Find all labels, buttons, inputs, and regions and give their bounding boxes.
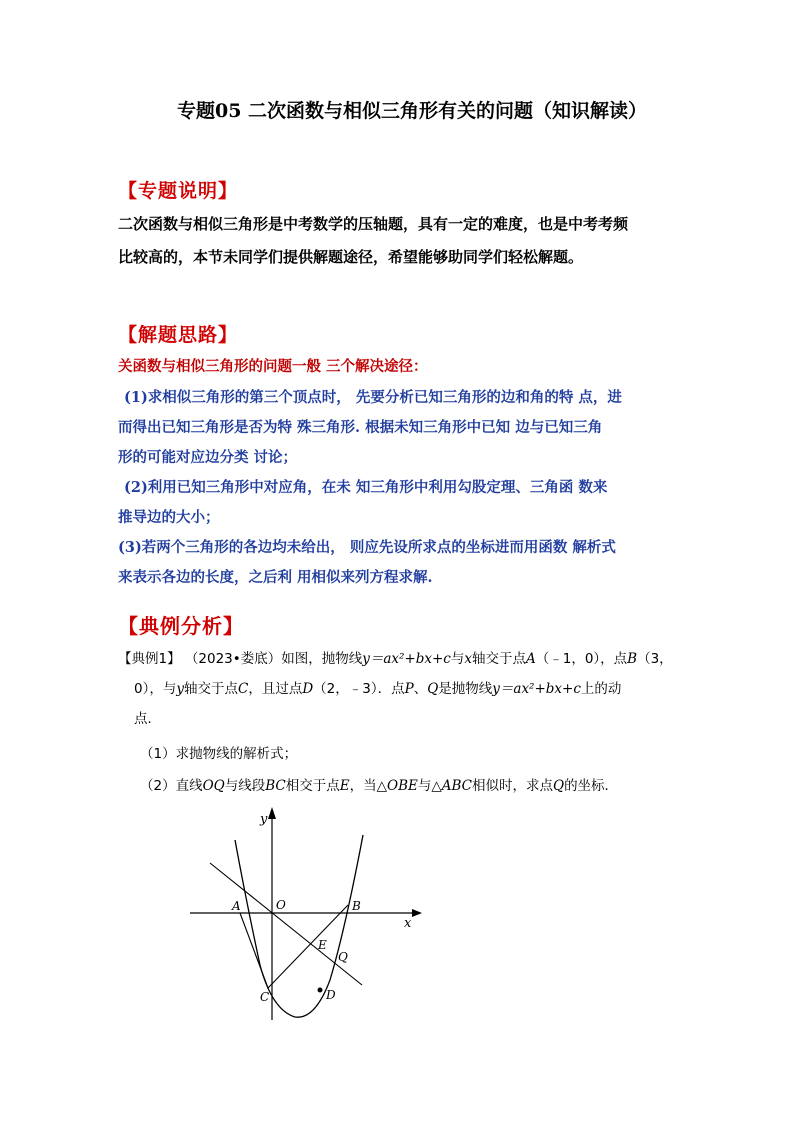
intro-line-1: 二次函数与相似三角形是中考数学的压轴题，具有一定的难度，也是中考考频 [118, 215, 629, 233]
point-b-ref: B [627, 651, 638, 667]
y-axis-arrow [268, 807, 276, 819]
point-d-ref: D [302, 681, 314, 697]
example-1 [118, 644, 698, 734]
approach-item-3b: 来表示各边的长度，之后利 用相似来列方程求解. [118, 569, 433, 586]
segment-bc [268, 905, 348, 988]
example-text: 轴交于点 [471, 651, 526, 667]
example-line-1 [118, 644, 698, 674]
formula-2: y＝ax²+bx+c [492, 681, 581, 697]
point-p-ref: P [404, 681, 414, 697]
approach-item-3a: (3)若两个三角形的各边均未给出， 则应先设所求点的坐标进而用函数 解析式 [118, 539, 616, 556]
q2-text: 相交于点 [285, 778, 340, 794]
label-e: E [318, 938, 327, 952]
var-x: x [464, 651, 472, 667]
point-d-dot [318, 988, 323, 993]
q2-text: 与线段 [224, 778, 266, 794]
example-text: 上的动 [580, 681, 622, 697]
segment-ac [240, 913, 268, 988]
point-c-ref: C [237, 681, 249, 697]
example-text: （3， [637, 651, 673, 667]
example-line-2 [118, 674, 698, 704]
approach-item-2b: 推导边的大小； [118, 509, 220, 526]
example-source: （2023•娄底） [184, 651, 282, 667]
q2-text: 相似时，求点 [471, 778, 553, 794]
formula-1: y＝ax²+bx+c [362, 651, 451, 667]
label-o: O [276, 898, 286, 912]
example-text: 与 [450, 651, 465, 667]
intro-heading: 【专题说明】 [118, 180, 239, 202]
point-a-ref: A [525, 651, 536, 667]
q2-bc: BC [265, 778, 286, 794]
label-b: B [352, 899, 361, 913]
point-q-ref: Q [427, 681, 439, 697]
example-tag: 【典例1】 [118, 651, 181, 667]
q2-abc: ABC [441, 778, 472, 794]
q2-q: Q [552, 778, 565, 794]
approach-heading: 【解题思路】 [118, 324, 239, 346]
q2-e: E [339, 778, 350, 794]
page-title: 专题05 二次函数与相似三角形有关的问题（知识解读） [176, 100, 648, 122]
example-heading: 【典例分析】 [118, 614, 244, 638]
var-y: y [176, 681, 184, 697]
q2-oq: OQ [202, 778, 225, 794]
q2-text: （2）直线 [140, 778, 203, 794]
parabola-curve [235, 835, 363, 1017]
approach-list [118, 383, 689, 593]
parabola-figure [180, 805, 430, 1035]
line-oq [210, 863, 362, 985]
question-1: （1）求抛物线的解析式； [140, 746, 298, 762]
approach-item-1c: 形的可能对应边分类 讨论； [118, 449, 298, 466]
label-a: A [232, 899, 241, 913]
approach-item-2a: (2)利用已知三角形中对应角，在未 知三角形中利用勾股定理、三角函 数来 [124, 479, 608, 496]
example-text: （﹣1，0），点 [535, 651, 628, 667]
example-text: 轴交于点 [183, 681, 238, 697]
example-text: 是抛物线 [438, 681, 493, 697]
example-text: 、 [413, 681, 428, 697]
q2-obe: OBE [387, 778, 418, 794]
example-text: 0），与 [134, 681, 177, 697]
label-d: D [326, 988, 336, 1002]
label-c: C [260, 990, 270, 1004]
approach-item-1a: (1)求相似三角形的第三个顶点时， 先要分析已知三角形的边和角的特 点，进 [124, 389, 622, 406]
label-q: Q [338, 950, 348, 964]
intro-paragraph [118, 208, 683, 274]
example-text: 如图，抛物线 [281, 651, 363, 667]
label-x: x [404, 916, 412, 931]
x-axis-arrow [412, 909, 422, 917]
q2-text: 的坐标． [564, 778, 619, 794]
example-line-3: 点． [134, 711, 161, 727]
approach-item-1b: 而得出已知三角形是否为特 殊三角形. 根据未知三角形中已知 边与已知三角 [118, 419, 603, 436]
q2-text: ，当△ [349, 778, 387, 794]
question-2 [140, 774, 618, 794]
q2-text: 与△ [417, 778, 442, 794]
example-text: （2，﹣3）．点 [313, 681, 405, 697]
approach-lead: 关函数与相似三角形的问题一般 三个解决途径： [118, 358, 428, 375]
label-y: y [260, 812, 268, 827]
intro-line-2: 比较高的，本节未同学们提供解题途径，希望能够助同学们轻松解题。 [118, 248, 584, 266]
example-text: ，且过点 [248, 681, 303, 697]
